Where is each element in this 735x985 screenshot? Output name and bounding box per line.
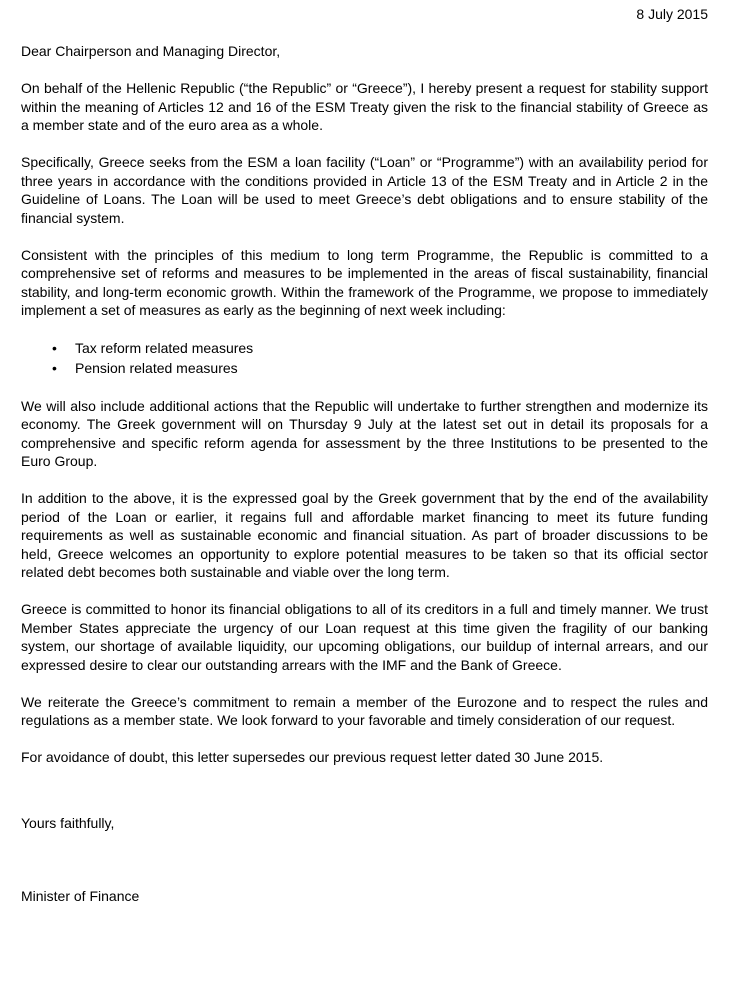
valediction: Yours faithfully, [21, 814, 115, 831]
letter-paragraph: Greece is committed to honor its financial obligations to all of its creditors in a full and timely manner. We trust Member States appreciate the urgency of our Loan request at this time given the fragility of our banking system, our shortage of available liquidity, our upcoming obligations, our buildup of internal arrears, and our expressed desire to clear our outstanding arrears with the IMF and the Bank of Greece. [21, 601, 708, 673]
letter-paragraph: For avoidance of doubt, this letter supersedes our previous request letter dated 30 June 2015. [21, 749, 604, 765]
letter-paragraph: We will also include additional actions that the Republic will undertake to further strengthen and modernize its economy. The Greek government will on Thursday 9 July at the latest set out in detail its proposals for a comprehensive and specific reform agenda for assessment by the three Institutions to be presented to the Euro Group. [21, 397, 708, 469]
measure-item: • Pension related measures [21, 358, 708, 378]
letter-paragraph: Specifically, Greece seeks from the ESM a loan facility (“Loan” or “Programme”) with an availability period for three years in accordance with the conditions provided in Article 13 of the ESM Treaty and in Article 2 in the Guideline of Loans. The Loan will be used to meet Greece’s debt obligations and to ensure stability of the financial system. [21, 154, 708, 226]
measures-list [21, 338, 708, 378]
signature-title: Minister of Finance [21, 888, 140, 904]
letter-paragraph: In addition to the above, it is the expressed goal by the Greek government that by the end of the availability period of the Loan or earlier, it regains full and affordable market financing to meet its future funding requirements as well as sustainable economic and financial situation. As part of broader discussions to be held, Greece welcomes an opportunity to explore potential measures to be taken so that its official sector related debt becomes both sustainable and viable over the long term. [21, 490, 708, 580]
letter-paragraph: Consistent with the principles of this medium to long term Programme, the Republic is committed to a comprehensive set of reforms and measures to be implemented in the areas of fiscal sustainability, financial stability, and long-term economic growth. Within the framework of the Programme, we propose to immediately implement a set of measures as early as the beginning of next week including: [21, 246, 708, 318]
letter-paragraph: We reiterate the Greece’s commitment to remain a member of the Eurozone and to respect the rules and regulations as a member state. We look forward to your favorable and timely consideration of our request. [21, 693, 708, 728]
letter-date: 8 July 2015 [636, 6, 708, 22]
measure-item: • Tax reform related measures [21, 338, 708, 358]
letter-paragraph: On behalf of the Hellenic Republic (“the Republic” or “Greece”), I hereby present a request for stability support within the meaning of Articles 12 and 16 of the ESM Treaty given the risk to the financial stability of Greece as a member state and of the euro area as a whole. [21, 80, 708, 133]
salutation: Dear Chairperson and Managing Director, [21, 43, 281, 59]
